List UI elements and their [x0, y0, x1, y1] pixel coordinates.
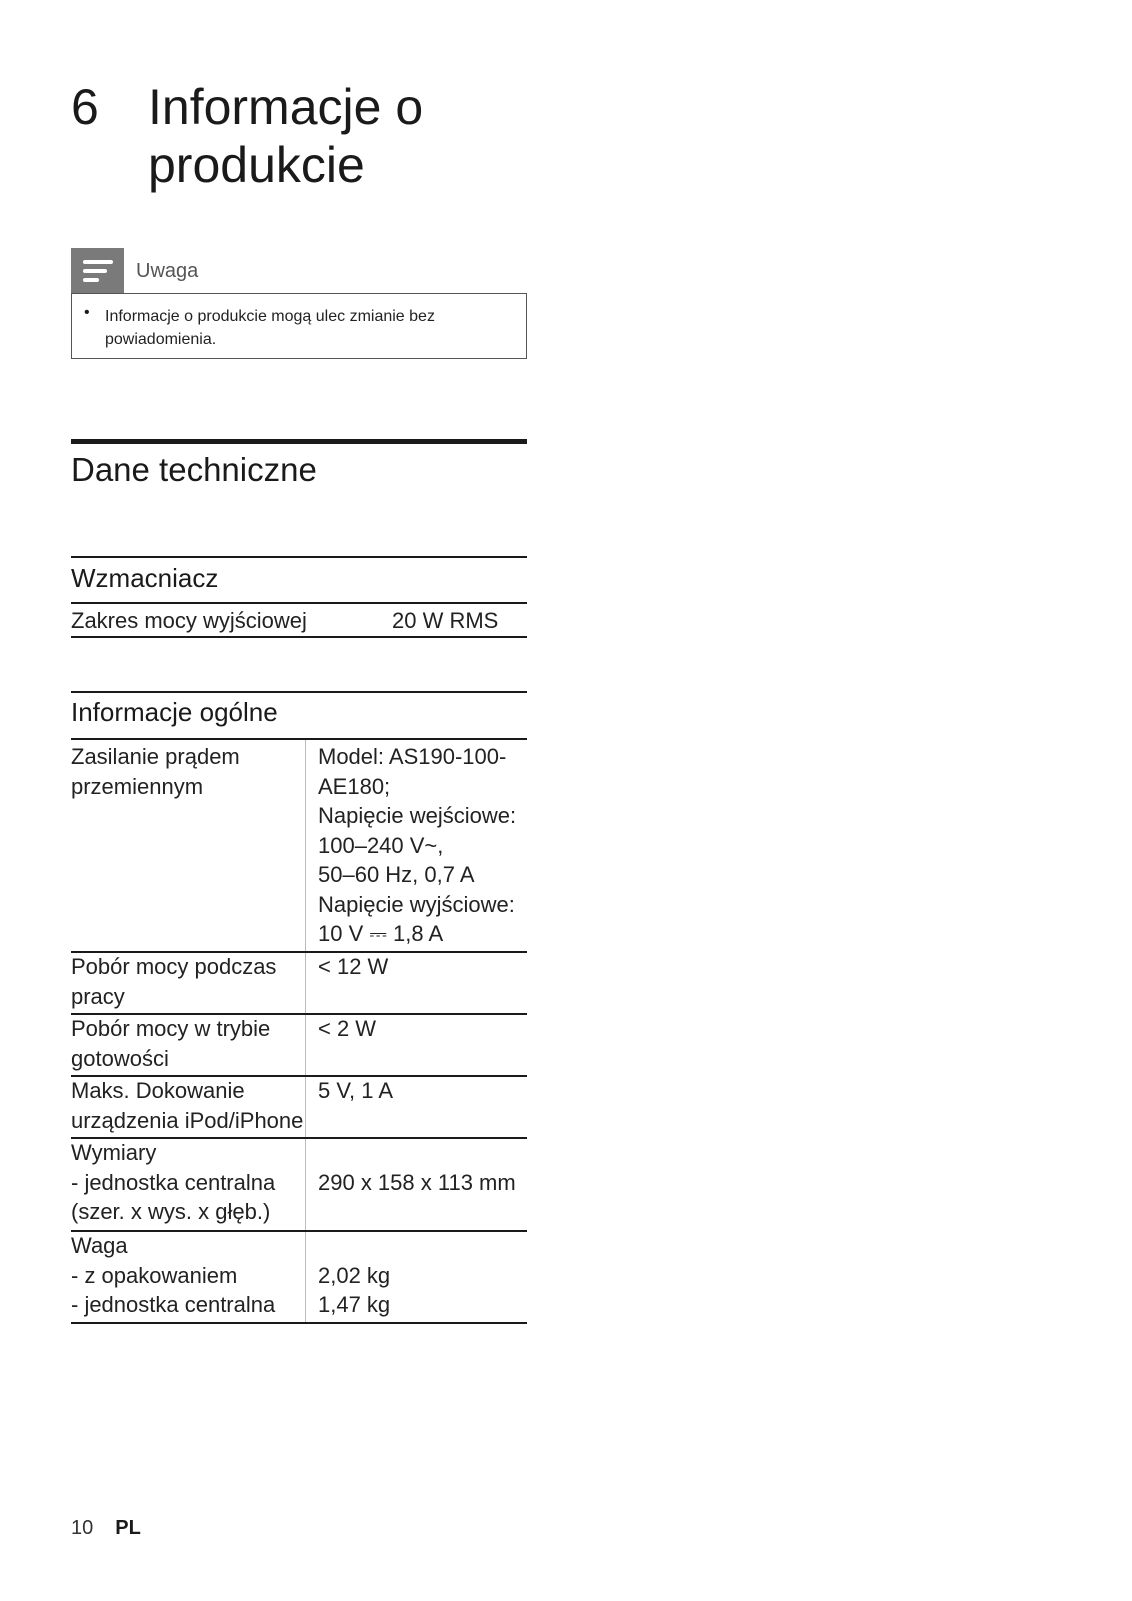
general-row-label: Wymiary - jednostka centralna (szer. x wys. x głęb.) [71, 1140, 276, 1224]
column-divider [305, 740, 306, 1324]
language-code: PL [115, 1517, 141, 1539]
general-row-label: Zasilanie prądem przemiennym [71, 744, 240, 799]
amplifier-header-rule [71, 602, 527, 604]
amplifier-title: Wzmacniacz [71, 563, 219, 593]
note-header [71, 248, 531, 294]
page-number: 10 [71, 1517, 94, 1539]
note-label: Uwaga [136, 260, 199, 282]
note-lines-icon [71, 248, 124, 294]
note-box [71, 293, 527, 359]
amplifier-bottom-rule [71, 636, 527, 638]
note-bullet: • [84, 304, 90, 321]
general-bottom-rule [71, 1322, 527, 1324]
general-top-rule [71, 691, 527, 693]
general-row-value: 5 V, 1 A [318, 1078, 394, 1103]
chapter-number: 6 [71, 79, 99, 135]
general-header-rule [71, 738, 527, 740]
general-row-value: 2,02 kg 1,47 kg [318, 1262, 391, 1317]
amplifier-top-rule [71, 556, 527, 558]
general-row-value: < 2 W [318, 1016, 377, 1041]
section-rule [71, 439, 527, 444]
general-row-label: Pobór mocy w trybie gotowości [71, 1016, 271, 1071]
general-row-label: Waga - z opakowaniem - jednostka centralna [71, 1233, 276, 1317]
general-row-value: < 12 W [318, 954, 389, 979]
note-text: Informacje o produkcie mogą ulec zmianie bez powiadomienia. [105, 308, 435, 348]
section-title: Dane techniczne [71, 451, 317, 488]
general-row-value: Model: AS190-100- AE180; Napięcie wejściowe: 100–240 V~, 50–60 Hz, 0,7 A Napięcie wyjściowe: 10 V ⎓ 1,8 A [318, 744, 517, 946]
general-row-value: 290 x 158 x 113 mm [318, 1169, 516, 1195]
chapter-title: Informacje o produkcie [148, 79, 424, 193]
general-row-label: Maks. Dokowanie urządzenia iPod/iPhone [71, 1078, 304, 1133]
page-footer [71, 1517, 141, 1540]
general-title: Informacje ogólne [71, 697, 278, 727]
amplifier-row-label: Zakres mocy wyjściowej [71, 608, 307, 633]
amplifier-row-value: 20 W RMS [392, 608, 499, 633]
general-row-label: Pobór mocy podczas pracy [71, 954, 277, 1009]
